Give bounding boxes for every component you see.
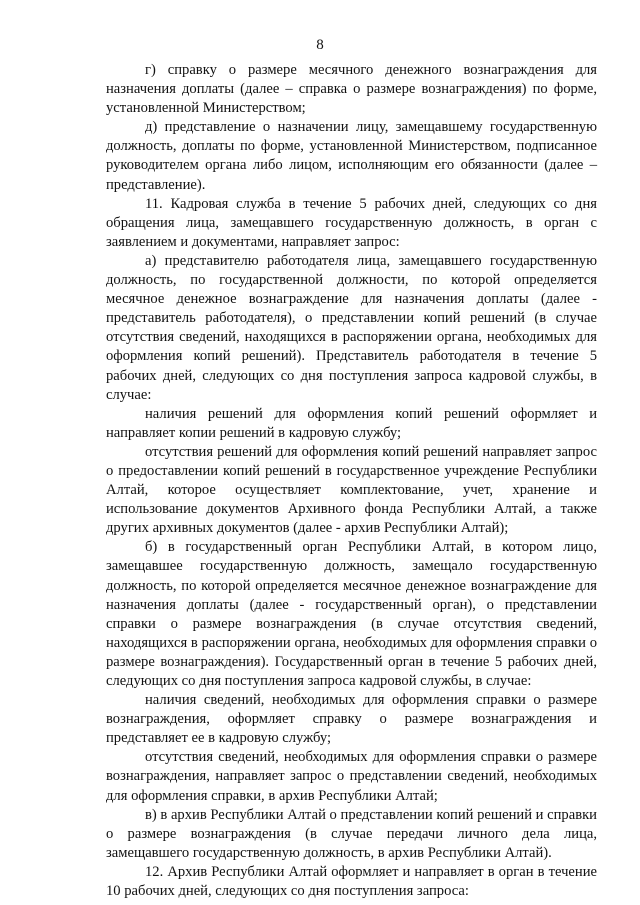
paragraph-clause-12: 12. Архив Республики Алтай оформляет и направляет в орган в течение 10 рабочих дней, следующих со дня поступления запроса: — [106, 863, 597, 900]
page-number: 8 — [316, 37, 324, 53]
paragraph-case-decisions-present: наличия решений для оформления копий решений оформляет и направляет копии решений в кадровую службу; — [106, 405, 597, 441]
document-body — [106, 61, 597, 901]
paragraph-item-a: а) представителю работодателя лица, замещавшего государственную должность, по государственной должности, по которой определяется месячное денежное вознаграждение для назначения доплаты (далее - представитель работодателя), о представлении копий решений (в случае отсутствия сведений, находящихся в распоряжении органа, необходимых для оформления копий решений). Представитель работодателя в течение 5 рабочих дней, следующих со дня поступления запроса кадровой службы, в случае: — [106, 252, 597, 403]
paragraph-case-info-present: наличия сведений, необходимых для оформления справки о размере вознаграждения, оформляет справку о размере вознаграждения и представляет ее в кадровую службу; — [106, 692, 597, 747]
paragraph-item-b: б) в государственный орган Республики Алтай, в котором лицо, замещавшее государственную должность, замещало государственную должность, по которой определяется месячное денежное вознаграждение для назначения доплаты (далее - государственный орган), о представлении справки о размере вознаграждения (в случае отсутствия сведений, находящихся в распоряжении органа, необходимых для оформления справки о размере вознаграждения). Государственный орган в течение 5 рабочих дней, следующих со дня поступления запроса кадровой службы, в случае: — [106, 539, 597, 689]
paragraph-case-decisions-absent: отсутствия решений для оформления копий решений направляет запрос о предоставлении копий решений в государственное учреждение Республики Алтай, которое осуществляет комплектование, учет, хранение и использование документов Архивного фонда Республики Алтай, а также других архивных документов (далее - архив Республики Алтай); — [106, 443, 597, 537]
paragraph-item-g: г) справку о размере месячного денежного вознаграждения для назначения доплаты (далее – справка о размере вознаграждения) по форме, установленной Министерством; — [106, 62, 597, 117]
paragraph-item-v: в) в архив Республики Алтай о представлении копий решений и справки о размере вознаграждения (в случае передачи личного дела лица, замещавшего государственную должность, в архив Республики Алтай). — [106, 806, 597, 861]
paragraph-case-info-absent: отсутствия сведений, необходимых для оформления справки о размере вознаграждения, направляет запрос о представлении сведений, необходимых для оформления справки, в архив Республики Алтай; — [106, 749, 597, 804]
paragraph-clause-11: 11. Кадровая служба в течение 5 рабочих дней, следующих со дня обращения лица, замещавшего государственную должность, в орган с заявлением и документами, направляет запрос: — [106, 195, 597, 250]
paragraph-item-d: д) представление о назначении лицу, замещавшему государственную должность, доплаты по форме, установленной Министерством, подписанное руководителем органа либо лицом, исполняющим его обязанности (далее – представление). — [106, 119, 597, 193]
